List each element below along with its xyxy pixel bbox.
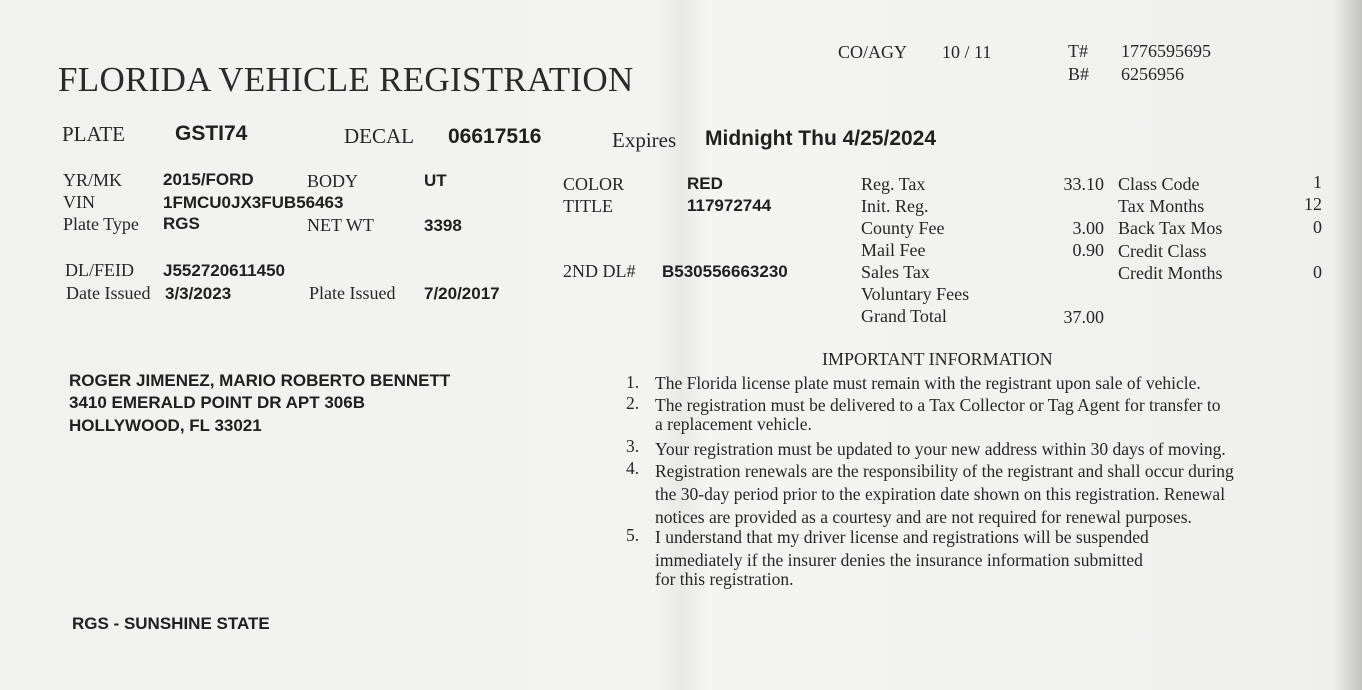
co-agy-label: CO/AGY [838,42,908,62]
title-value: 117972744 [687,196,772,215]
paper-edge-shadow [1332,0,1362,690]
dl-feid-label: DL/FEID [65,260,134,280]
decal-value: 06617516 [448,125,542,148]
item-number: 5. [626,525,640,545]
item-line: for this registration. [655,569,794,589]
class-value-tax-months: 12 [1304,194,1322,214]
plate-issued-label: Plate Issued [309,283,396,303]
class-label-credit-months: Credit Months [1118,263,1223,283]
item-line: notices are provided as a courtesy and are not required for renewal purposes. [655,507,1192,527]
body-value: UT [424,171,447,190]
fee-value-grand-total: 37.00 [1063,307,1104,327]
fee-label-sales-tax: Sales Tax [861,262,930,282]
second-dl-label: 2ND DL# [563,261,636,281]
item-number: 2. [626,393,640,413]
owner-city-state-zip: HOLLYWOOD, FL 33021 [69,416,262,435]
important-heading: IMPORTANT INFORMATION [822,349,1053,369]
t-number-value: 1776595695 [1121,41,1211,61]
fee-value-mail-fee: 0.90 [1072,240,1104,260]
owner-name: ROGER JIMENEZ, MARIO ROBERTO BENNETT [69,371,451,390]
fee-value-county-fee: 3.00 [1072,218,1104,238]
date-issued-label: Date Issued [66,283,151,303]
item-number: 3. [626,436,640,456]
decal-label: DECAL [344,124,414,148]
t-number-label: T# [1068,41,1088,61]
fee-value-reg-tax: 33.10 [1063,174,1104,194]
net-wt-label: NET WT [307,215,374,235]
item-line: The Florida license plate must remain with the registrant upon sale of vehicle. [655,373,1201,393]
fee-label-grand-total: Grand Total [861,306,947,326]
plate-value: GSTI74 [175,122,248,145]
yr-mk-label: YR/MK [63,170,123,190]
second-dl-value: B530556663230 [662,262,788,281]
item-line: immediately if the insurer denies the insurance information submitted [655,550,1143,570]
body-label: BODY [307,171,359,191]
owner-street: 3410 EMERALD POINT DR APT 306B [69,393,365,412]
plate-type-value: RGS [163,214,200,233]
item-line: Registration renewals are the responsibility of the registrant and shall occur during [655,461,1234,481]
plate-type-description: RGS - SUNSHINE STATE [72,614,270,633]
plate-label: PLATE [62,122,125,146]
expires-label: Expires [612,128,677,152]
item-line: The registration must be delivered to a Tax Collector or Tag Agent for transfer to [655,395,1221,415]
plate-issued-value: 7/20/2017 [424,284,500,303]
vin-value: 1FMCU0JX3FUB56463 [163,193,344,212]
class-label-tax-months: Tax Months [1118,196,1205,216]
fee-label-county-fee: County Fee [861,218,945,238]
date-issued-value: 3/3/2023 [165,284,232,303]
color-label: COLOR [563,174,625,194]
item-number: 1. [626,372,640,392]
class-value-back-tax-mos: 0 [1313,217,1322,237]
vin-label: VIN [63,192,95,212]
b-number-label: B# [1068,64,1090,84]
item-line: I understand that my driver license and registrations will be suspended [655,527,1149,547]
fee-label-voluntary-fees: Voluntary Fees [861,284,970,304]
class-label-back-tax-mos: Back Tax Mos [1118,218,1223,238]
fee-label-init-reg: Init. Reg. [861,196,929,216]
expires-value: Midnight Thu 4/25/2024 [705,127,937,150]
page-title: FLORIDA VEHICLE REGISTRATION [58,60,634,99]
title-label: TITLE [563,196,613,216]
class-value-credit-months: 0 [1313,262,1322,282]
item-line: the 30-day period prior to the expiration date shown on this registration. Renewal [655,484,1226,504]
b-number-value: 6256956 [1121,64,1184,84]
class-label-credit-class: Credit Class [1118,241,1207,261]
plate-type-label: Plate Type [63,214,139,234]
dl-feid-value: J552720611450 [163,261,285,280]
color-value: RED [687,174,723,193]
fee-label-reg-tax: Reg. Tax [861,174,926,194]
class-value-class-code: 1 [1313,172,1322,192]
yr-mk-value: 2015/FORD [163,170,254,189]
item-line: a replacement vehicle. [655,414,812,434]
item-line: Your registration must be updated to your new address within 30 days of moving. [655,439,1226,459]
class-label-class-code: Class Code [1118,174,1200,194]
co-agy-value: 10 / 11 [942,42,992,62]
item-number: 4. [626,458,640,478]
net-wt-value: 3398 [424,216,462,235]
fee-label-mail-fee: Mail Fee [861,240,926,260]
